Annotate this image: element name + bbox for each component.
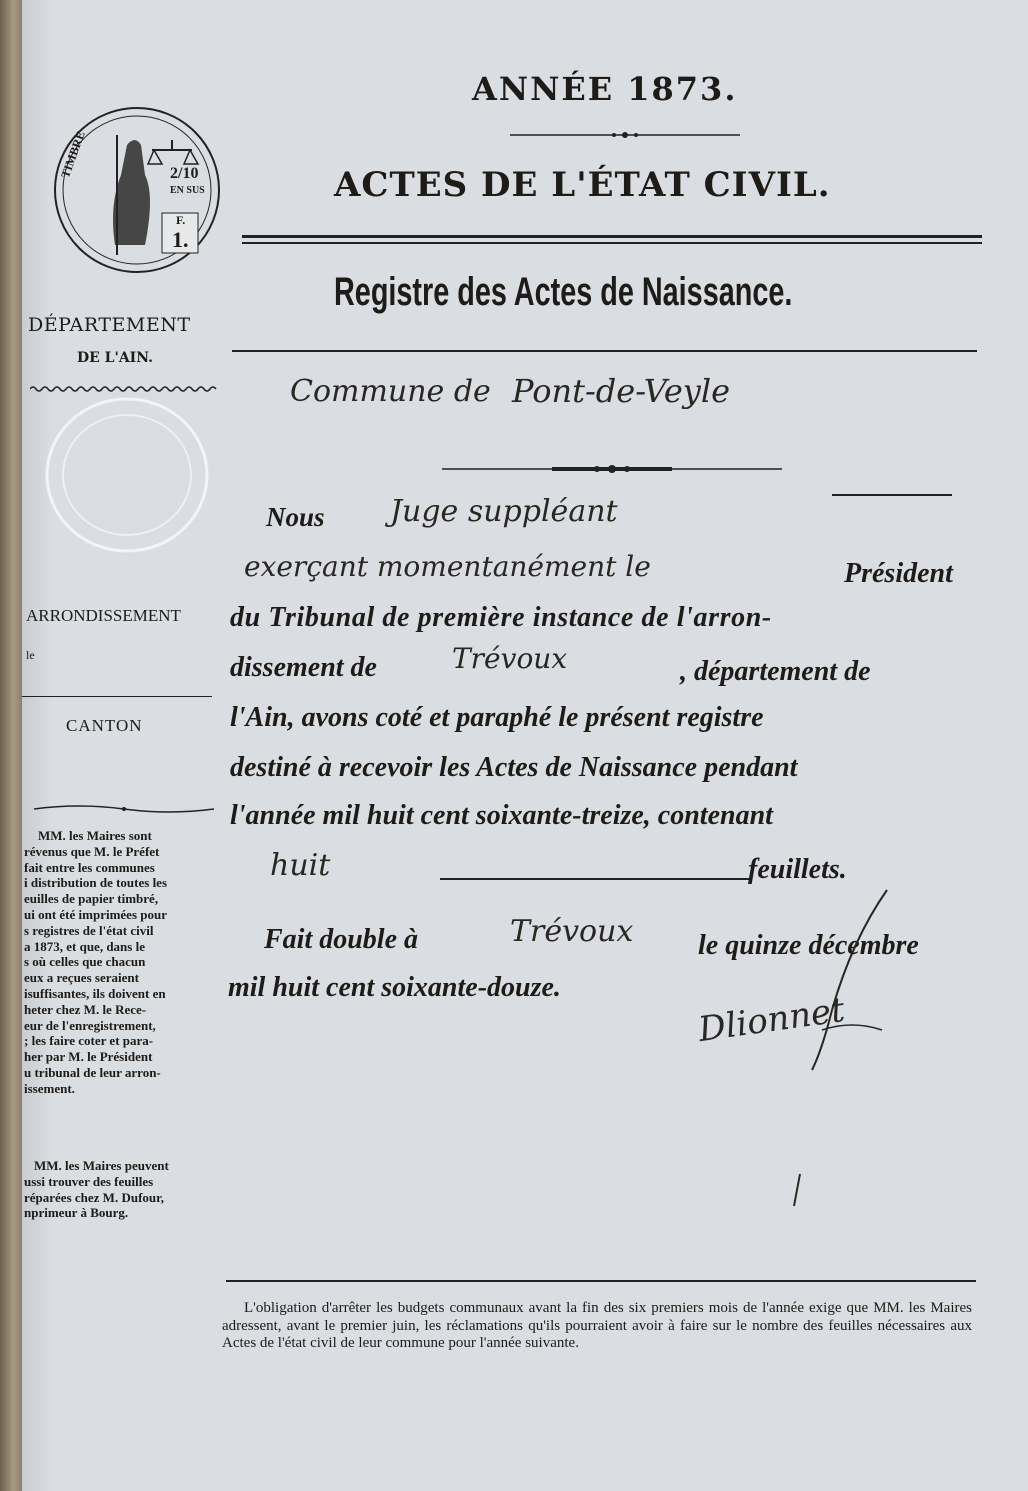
arrondissement-value: le <box>26 648 35 662</box>
footer-note: L'obligation d'arrêter les budgets communaux avant la fin des six premiers mois de l'année exige que MM. les Maires adressent, avant le premier juin, les réclamations qu'ils pourraient avoir à faire sur le nombre des feuilles nécessaires aux Actes de l'état civil de leur commune pour l'année suivante. <box>222 1300 972 1351</box>
nous-fill-rule <box>832 494 952 496</box>
register-title: Registre des Actes de Naissance. <box>334 270 793 314</box>
line2-hand[interactable]: exerçant momentanément le <box>244 550 651 583</box>
nous-label: Nous <box>266 502 325 532</box>
note2-line: nprimeur à Bourg. <box>24 1205 129 1221</box>
stamp-price-top: 2/10 <box>170 165 199 182</box>
small-mark <box>790 1172 802 1212</box>
stamp-price-value: 1. <box>172 227 189 252</box>
department-sub: DE L'AIN. <box>77 350 154 366</box>
paraph-flourish <box>702 880 902 1080</box>
timbre-stamp <box>52 105 222 275</box>
register-page <box>22 0 1028 1491</box>
note1-line: her par M. le Président <box>24 1049 153 1065</box>
footer-rule <box>226 1280 976 1282</box>
text-line-4b: , département de <box>680 656 871 687</box>
sidebar-flourish <box>34 800 214 812</box>
president-label: Président <box>844 558 953 589</box>
date-line-1: le quinze décembre <box>698 930 919 961</box>
commune-value[interactable]: Pont-de-Veyle <box>512 372 731 410</box>
book-spine <box>0 0 22 1491</box>
ornament-flourish <box>510 130 740 140</box>
note1-line: u tribunal de leur arron- <box>24 1064 161 1080</box>
note1-line: fait entre les communes <box>24 859 155 875</box>
stamp-word: TIMBRE <box>58 129 88 180</box>
embossed-seal <box>42 395 212 555</box>
feuillets-hand[interactable]: huit <box>270 848 331 883</box>
signature: Dlionnet <box>695 989 848 1051</box>
note1-line: MM. les Maires sont <box>38 828 152 843</box>
text-line-3: du Tribunal de première instance de l'arron- <box>230 602 772 633</box>
nous-value[interactable]: Juge suppléant <box>390 494 618 529</box>
date-line-2: mil huit cent soixante-douze. <box>228 972 561 1003</box>
note1-line: s où celles que chacun <box>24 954 146 970</box>
text-line-4-hand[interactable]: Trévoux <box>452 642 568 675</box>
canton-rule-top <box>22 696 212 697</box>
canton-label: CANTON <box>66 716 143 735</box>
commune-label: Commune de <box>290 374 491 409</box>
sidebar-note-1 <box>24 828 216 1097</box>
commune-ornament <box>442 460 782 472</box>
note1-line: issement. <box>24 1080 75 1096</box>
embossed-seal-icon <box>42 395 212 555</box>
register-rule <box>232 350 977 352</box>
stamp-price-suffix: EN SUS <box>170 185 205 196</box>
note1-line: a 1873, et que, dans le <box>24 938 145 954</box>
arrondissement-label: ARRONDISSEMENT <box>26 606 181 625</box>
note1-line: euilles de papier timbré, <box>24 891 159 907</box>
feuillets-label: feuillets. <box>748 854 847 885</box>
ornament-flourish <box>442 463 782 475</box>
stray-mark <box>790 1172 802 1212</box>
main-title: ACTES DE L'ÉTAT CIVIL. <box>334 165 831 205</box>
note2-line: réparées chez M. Dufour, <box>24 1189 164 1205</box>
sidebar-note-2 <box>24 1158 216 1221</box>
note1-line: ; les faire coter et para- <box>24 1033 154 1049</box>
wave-rule-icon <box>30 385 220 393</box>
text-line-7: l'année mil huit cent soixante-treize, contenant <box>230 800 773 831</box>
year-title: ANNÉE 1873. <box>472 70 738 108</box>
text-line-6: destiné à recevoir les Actes de Naissance pendant <box>230 752 798 783</box>
text-line-5: l'Ain, avons coté et paraphé le présent registre <box>230 702 764 733</box>
note2-line: ussi trouver des feuilles <box>24 1173 154 1189</box>
double-rule-bottom <box>242 242 982 244</box>
note1-line: révenus que M. le Préfet <box>24 843 160 859</box>
flourish-icon <box>34 803 214 815</box>
note1-line: heter chez M. le Rece- <box>24 1001 147 1017</box>
text-line-4a: dissement de <box>230 652 377 683</box>
note1-line: ui ont été imprimées pour <box>24 906 167 922</box>
header-ornament-top <box>510 125 740 135</box>
note1-line: isuffisantes, ils doivent en <box>24 985 166 1001</box>
paraph-stroke <box>702 880 902 1080</box>
sidebar-wave-rule <box>30 378 220 386</box>
fait-double-label: Fait double à <box>264 924 419 955</box>
note1-line: i distribution de toutes les <box>24 875 168 891</box>
double-rule-top <box>242 235 982 238</box>
stamp-price-f: F. <box>176 213 186 227</box>
fait-double-hand[interactable]: Trévoux <box>510 914 634 949</box>
note2-line: MM. les Maires peuvent <box>34 1158 169 1173</box>
note1-line: eux a reçues seraient <box>24 970 139 986</box>
note1-line: s registres de l'état civil <box>24 922 154 938</box>
department-label: DÉPARTEMENT <box>28 314 191 336</box>
note1-line: eur de l'enregistrement, <box>24 1017 156 1033</box>
